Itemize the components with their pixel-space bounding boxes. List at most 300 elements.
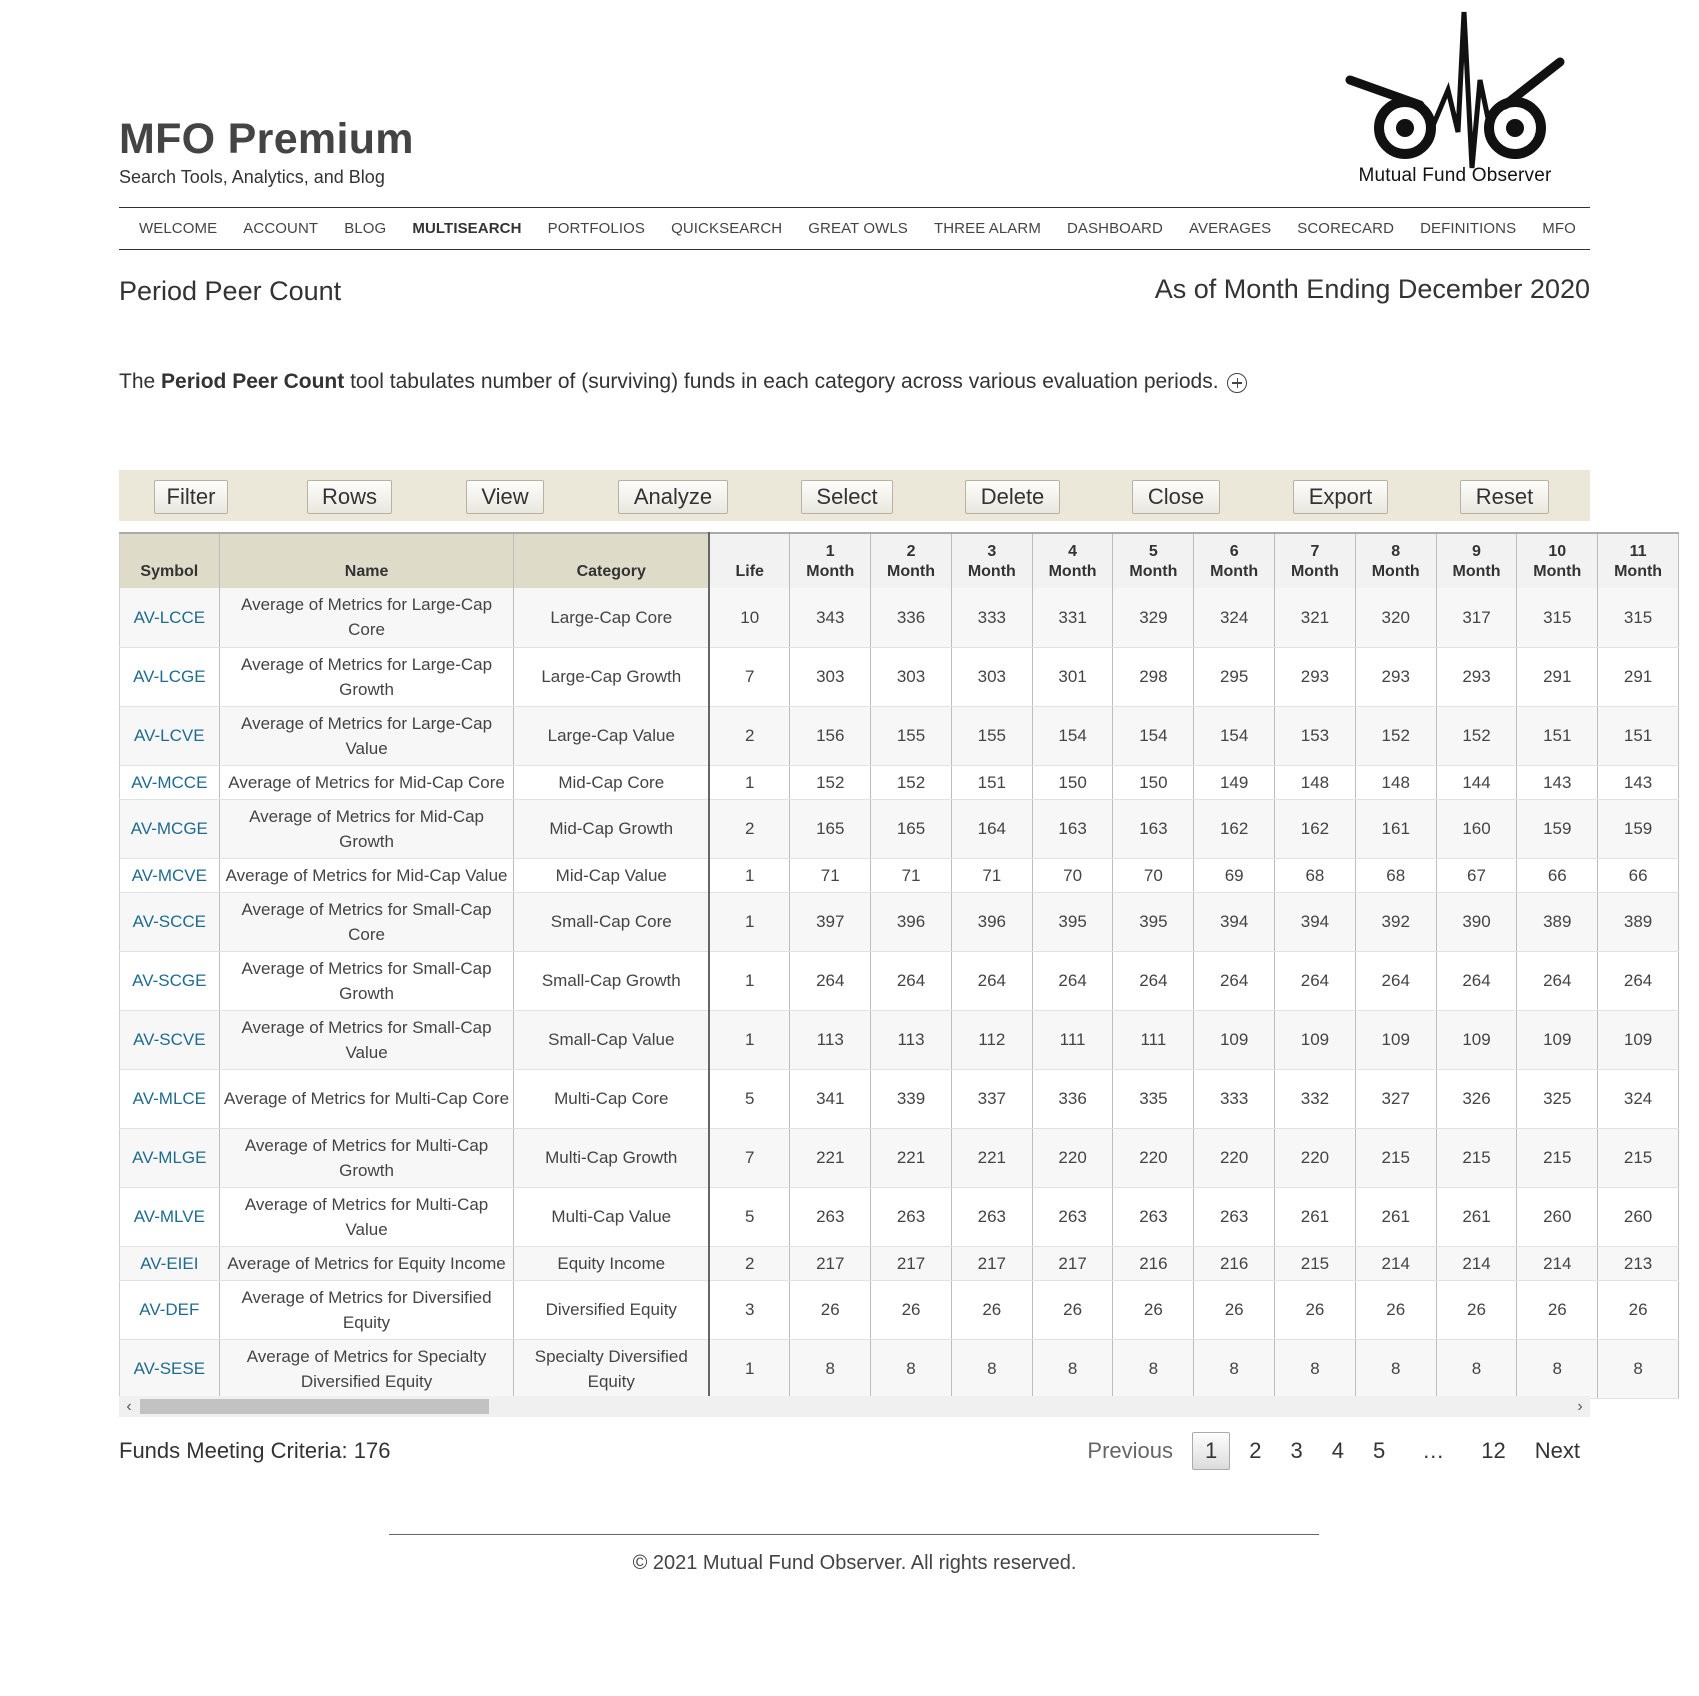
count-cell: 144: [1436, 765, 1517, 799]
column-header-label: Month: [1371, 563, 1420, 580]
count-cell: 148: [1355, 765, 1436, 799]
column-header[interactable]: [1517, 533, 1598, 588]
symbol-link[interactable]: AV-LCGE: [120, 647, 220, 706]
fund-name-cell: Average of Metrics for Multi-Cap Growth: [219, 1128, 514, 1187]
count-cell: 26: [1194, 1280, 1275, 1339]
column-header[interactable]: [1436, 533, 1517, 588]
count-cell: 26: [1275, 1280, 1356, 1339]
pagination-previous[interactable]: Previous: [1087, 1438, 1174, 1463]
fund-name-cell: Average of Metrics for Large-Cap Value: [219, 706, 514, 765]
count-cell: 217: [871, 1246, 952, 1280]
count-cell: 152: [871, 765, 952, 799]
count-cell: 159: [1598, 799, 1679, 858]
count-cell: 3: [709, 1280, 790, 1339]
count-cell: 159: [1517, 799, 1598, 858]
count-cell: 389: [1598, 892, 1679, 951]
nav-averages[interactable]: AVERAGES: [1188, 220, 1272, 237]
category-cell: Small-Cap Growth: [514, 951, 709, 1010]
fund-name-cell: Average of Metrics for Multi-Cap Value: [219, 1187, 514, 1246]
column-header-label: Symbol: [140, 563, 199, 580]
count-cell: 317: [1436, 588, 1517, 647]
column-header[interactable]: [1598, 533, 1679, 588]
count-cell: 5: [709, 1187, 790, 1246]
fund-name-cell: Average of Metrics for Equity Income: [219, 1246, 514, 1280]
pagination-page-3[interactable]: 3: [1290, 1438, 1303, 1463]
count-cell: 1: [709, 765, 790, 799]
intro-prefix: The: [119, 370, 162, 393]
category-cell: Small-Cap Core: [514, 892, 709, 951]
count-cell: 326: [1436, 1069, 1517, 1128]
count-cell: 71: [951, 858, 1032, 892]
count-cell: 1: [709, 1010, 790, 1069]
count-cell: 154: [1113, 706, 1194, 765]
count-cell: 26: [1032, 1280, 1113, 1339]
count-cell: 264: [1436, 951, 1517, 1010]
brand-subtitle: Search Tools, Analytics, and Blog: [119, 167, 385, 187]
column-header-label: 5: [1148, 543, 1158, 560]
symbol-link[interactable]: AV-MCCE: [120, 765, 220, 799]
count-cell: 214: [1436, 1246, 1517, 1280]
table-row[interactable]: [120, 1246, 1679, 1280]
count-cell: 298: [1113, 647, 1194, 706]
count-cell: 8: [1517, 1339, 1598, 1398]
count-cell: 151: [1598, 706, 1679, 765]
scroll-left-arrow-icon[interactable]: ‹: [126, 1398, 132, 1415]
count-cell: 220: [1032, 1128, 1113, 1187]
column-header[interactable]: [120, 533, 220, 588]
count-cell: 215: [1355, 1128, 1436, 1187]
count-cell: 152: [790, 765, 871, 799]
brand-title[interactable]: MFO Premium: [119, 115, 414, 163]
intro-text: [119, 368, 1247, 394]
count-cell: 7: [709, 647, 790, 706]
symbol-link[interactable]: AV-MLVE: [120, 1187, 220, 1246]
count-cell: 150: [1113, 765, 1194, 799]
count-cell: 220: [1113, 1128, 1194, 1187]
count-cell: 263: [790, 1187, 871, 1246]
count-cell: 148: [1275, 765, 1356, 799]
count-cell: 8: [1598, 1339, 1679, 1398]
footer-copyright: © 2021 Mutual Fund Observer. All rights reserved.: [632, 1552, 1077, 1574]
count-cell: 260: [1517, 1187, 1598, 1246]
column-header[interactable]: [1032, 533, 1113, 588]
nav-account[interactable]: ACCOUNT: [243, 220, 319, 237]
count-cell: 395: [1032, 892, 1113, 951]
table-row[interactable]: [120, 1280, 1679, 1339]
count-cell: 215: [1517, 1128, 1598, 1187]
nav-blog[interactable]: BLOG: [344, 220, 387, 237]
column-header-label: Month: [1048, 563, 1097, 580]
table-row[interactable]: [120, 892, 1679, 951]
count-cell: 341: [790, 1069, 871, 1128]
pagination-ellipsis: …: [1422, 1438, 1445, 1463]
count-cell: 333: [951, 588, 1032, 647]
count-cell: 221: [790, 1128, 871, 1187]
count-cell: 1: [709, 1339, 790, 1398]
count-cell: 221: [871, 1128, 952, 1187]
column-header-label: Month: [1614, 563, 1663, 580]
count-cell: 216: [1194, 1246, 1275, 1280]
symbol-link[interactable]: AV-MLCE: [120, 1069, 220, 1128]
count-cell: 264: [1517, 951, 1598, 1010]
count-cell: 264: [951, 951, 1032, 1010]
count-cell: 291: [1598, 647, 1679, 706]
count-cell: 8: [1355, 1339, 1436, 1398]
column-header-label: Month: [887, 563, 936, 580]
count-cell: 10: [709, 588, 790, 647]
column-header-label: 11: [1629, 543, 1647, 560]
intro-tool-name: Period Peer Count: [161, 370, 345, 393]
count-cell: 7: [709, 1128, 790, 1187]
count-cell: 113: [790, 1010, 871, 1069]
count-cell: 303: [951, 647, 1032, 706]
count-cell: 261: [1275, 1187, 1356, 1246]
count-cell: 215: [1436, 1128, 1517, 1187]
category-cell: Small-Cap Value: [514, 1010, 709, 1069]
as-of-date: As of Month Ending December 2020: [1154, 274, 1590, 304]
toolbar: [119, 470, 1590, 521]
count-cell: 320: [1355, 588, 1436, 647]
pagination-page-12[interactable]: 12: [1481, 1438, 1506, 1463]
delete-button[interactable]: Delete: [965, 480, 1060, 514]
column-header-label: 2: [906, 543, 916, 560]
count-cell: 26: [871, 1280, 952, 1339]
count-cell: 336: [871, 588, 952, 647]
count-cell: 165: [871, 799, 952, 858]
intro-suffix: tool tabulates number of (surviving) funds in each category across various evaluation periods.: [344, 370, 1219, 393]
column-header[interactable]: [219, 533, 514, 588]
count-cell: 111: [1113, 1010, 1194, 1069]
count-cell: 109: [1598, 1010, 1679, 1069]
count-cell: 214: [1355, 1246, 1436, 1280]
count-cell: 26: [951, 1280, 1032, 1339]
fund-name-cell: Average of Metrics for Large-Cap Core: [219, 588, 514, 647]
count-cell: 303: [871, 647, 952, 706]
symbol-link[interactable]: AV-MCGE: [120, 799, 220, 858]
rows-button[interactable]: Rows: [307, 480, 392, 514]
count-cell: 333: [1194, 1069, 1275, 1128]
nav-dashboard[interactable]: DASHBOARD: [1067, 220, 1163, 237]
count-cell: 152: [1436, 706, 1517, 765]
category-cell: Specialty Diversified Equity: [514, 1339, 709, 1398]
column-header[interactable]: [1275, 533, 1356, 588]
count-cell: 163: [1113, 799, 1194, 858]
column-header[interactable]: [951, 533, 1032, 588]
logo-text: Mutual Fund Observer: [1358, 165, 1552, 186]
count-cell: 111: [1032, 1010, 1113, 1069]
count-cell: 303: [790, 647, 871, 706]
table-row[interactable]: [120, 1339, 1679, 1398]
count-cell: 8: [1275, 1339, 1356, 1398]
results-table-container: [119, 532, 1663, 1417]
nav-mfo[interactable]: MFO: [1542, 220, 1576, 237]
column-header-label: Month: [967, 563, 1016, 580]
table-row[interactable]: [120, 1010, 1679, 1069]
count-cell: 150: [1032, 765, 1113, 799]
count-cell: 109: [1436, 1010, 1517, 1069]
fund-name-cell: Average of Metrics for Small-Cap Growth: [219, 951, 514, 1010]
symbol-link[interactable]: AV-DEF: [120, 1280, 220, 1339]
count-cell: 264: [1275, 951, 1356, 1010]
count-cell: 26: [1436, 1280, 1517, 1339]
export-button[interactable]: Export: [1293, 480, 1388, 514]
count-cell: 143: [1517, 765, 1598, 799]
fund-name-cell: Average of Metrics for Small-Cap Core: [219, 892, 514, 951]
count-cell: 396: [871, 892, 952, 951]
count-cell: 71: [871, 858, 952, 892]
symbol-link[interactable]: AV-EIEI: [120, 1246, 220, 1280]
scroll-right-arrow-icon[interactable]: ›: [1577, 1398, 1583, 1415]
column-header-label: 10: [1548, 543, 1567, 560]
results-table: [119, 532, 1679, 1399]
fund-name-cell: Average of Metrics for Multi-Cap Core: [219, 1069, 514, 1128]
count-cell: 109: [1275, 1010, 1356, 1069]
pagination-page-2[interactable]: 2: [1249, 1438, 1262, 1463]
count-cell: 26: [790, 1280, 871, 1339]
symbol-link[interactable]: AV-SCGE: [120, 951, 220, 1010]
count-cell: 68: [1355, 858, 1436, 892]
count-cell: 152: [1355, 706, 1436, 765]
count-cell: 343: [790, 588, 871, 647]
count-cell: 321: [1275, 588, 1356, 647]
table-header-row: [120, 533, 1679, 588]
table-row[interactable]: [120, 1187, 1679, 1246]
count-cell: 325: [1517, 1069, 1598, 1128]
count-cell: 263: [871, 1187, 952, 1246]
count-cell: 329: [1113, 588, 1194, 647]
symbol-link[interactable]: AV-SCVE: [120, 1010, 220, 1069]
count-cell: 332: [1275, 1069, 1356, 1128]
count-cell: 221: [951, 1128, 1032, 1187]
count-cell: 109: [1355, 1010, 1436, 1069]
count-cell: 293: [1355, 647, 1436, 706]
column-header[interactable]: [871, 533, 952, 588]
column-header[interactable]: [790, 533, 871, 588]
nav-great-owls[interactable]: GREAT OWLS: [808, 220, 908, 237]
count-cell: 162: [1275, 799, 1356, 858]
count-cell: 295: [1194, 647, 1275, 706]
column-header-label: 9: [1472, 543, 1481, 560]
table-row[interactable]: [120, 588, 1679, 647]
count-cell: 69: [1194, 858, 1275, 892]
filter-button[interactable]: Filter: [154, 480, 228, 514]
column-header[interactable]: [1355, 533, 1436, 588]
count-cell: 149: [1194, 765, 1275, 799]
nav-portfolios[interactable]: PORTFOLIOS: [547, 220, 646, 237]
count-cell: 8: [790, 1339, 871, 1398]
table-row[interactable]: [120, 1069, 1679, 1128]
count-cell: 339: [871, 1069, 952, 1128]
category-cell: Multi-Cap Growth: [514, 1128, 709, 1187]
count-cell: 164: [951, 799, 1032, 858]
column-header-label: 8: [1391, 543, 1401, 560]
pagination-page-4[interactable]: 4: [1331, 1438, 1345, 1463]
count-cell: 336: [1032, 1069, 1113, 1128]
count-cell: 324: [1598, 1069, 1679, 1128]
category-cell: Equity Income: [514, 1246, 709, 1280]
count-cell: 8: [1113, 1339, 1194, 1398]
fund-name-cell: Average of Metrics for Diversified Equity: [219, 1280, 514, 1339]
fund-name-cell: Average of Metrics for Mid-Cap Value: [219, 858, 514, 892]
column-header-label: Month: [806, 563, 855, 580]
count-cell: 293: [1436, 647, 1517, 706]
count-cell: 70: [1032, 858, 1113, 892]
count-cell: 291: [1517, 647, 1598, 706]
owl-icon: [1340, 10, 1570, 170]
count-cell: 315: [1598, 588, 1679, 647]
horizontal-scrollbar[interactable]: [119, 1396, 1590, 1417]
brand: [119, 115, 414, 188]
scrollbar-thumb[interactable]: [140, 1399, 489, 1414]
nav-multisearch[interactable]: MULTISEARCH: [412, 220, 522, 237]
table-row[interactable]: [120, 706, 1679, 765]
column-header-label: Month: [1210, 563, 1259, 580]
pagination-page-5[interactable]: 5: [1373, 1438, 1386, 1463]
fund-name-cell: Average of Metrics for Large-Cap Growth: [219, 647, 514, 706]
count-cell: 155: [871, 706, 952, 765]
count-cell: 1: [709, 892, 790, 951]
count-cell: 151: [1517, 706, 1598, 765]
count-cell: 217: [951, 1246, 1032, 1280]
count-cell: 261: [1355, 1187, 1436, 1246]
count-cell: 26: [1517, 1280, 1598, 1339]
count-cell: 389: [1517, 892, 1598, 951]
pagination: [1068, 1432, 1590, 1470]
count-cell: 335: [1113, 1069, 1194, 1128]
count-cell: 217: [790, 1246, 871, 1280]
table-body: [120, 588, 1679, 1398]
count-cell: 8: [871, 1339, 952, 1398]
count-cell: 8: [1032, 1339, 1113, 1398]
symbol-link[interactable]: AV-MCVE: [120, 858, 220, 892]
nav-quicksearch[interactable]: QUICKSEARCH: [671, 220, 783, 237]
count-cell: 264: [1194, 951, 1275, 1010]
count-cell: 264: [790, 951, 871, 1010]
category-cell: Multi-Cap Core: [514, 1069, 709, 1128]
count-cell: 392: [1355, 892, 1436, 951]
count-cell: 112: [951, 1010, 1032, 1069]
count-cell: 263: [1113, 1187, 1194, 1246]
symbol-link[interactable]: AV-LCVE: [120, 706, 220, 765]
nav-scorecard[interactable]: SCORECARD: [1297, 220, 1395, 237]
nav-definitions[interactable]: DEFINITIONS: [1420, 220, 1517, 237]
reset-button[interactable]: Reset: [1460, 480, 1549, 514]
main-nav: [119, 207, 1590, 250]
count-cell: 264: [1032, 951, 1113, 1010]
column-header[interactable]: [1113, 533, 1194, 588]
column-header-label: 7: [1310, 543, 1320, 560]
count-cell: 161: [1355, 799, 1436, 858]
table-row[interactable]: [120, 951, 1679, 1010]
fund-name-cell: Average of Metrics for Small-Cap Value: [219, 1010, 514, 1069]
select-button[interactable]: Select: [801, 480, 893, 514]
count-cell: 26: [1598, 1280, 1679, 1339]
column-header[interactable]: [1194, 533, 1275, 588]
count-cell: 214: [1517, 1246, 1598, 1280]
symbol-link[interactable]: AV-MLGE: [120, 1128, 220, 1187]
category-cell: Multi-Cap Value: [514, 1187, 709, 1246]
count-cell: 67: [1436, 858, 1517, 892]
count-cell: 293: [1275, 647, 1356, 706]
column-header-label: Category: [576, 563, 646, 580]
column-header-label: 4: [1068, 543, 1078, 560]
symbol-link[interactable]: AV-LCCE: [120, 588, 220, 647]
count-cell: 8: [1436, 1339, 1517, 1398]
count-cell: 394: [1194, 892, 1275, 951]
count-cell: 26: [1113, 1280, 1194, 1339]
count-cell: 217: [1032, 1246, 1113, 1280]
symbol-link[interactable]: AV-SCCE: [120, 892, 220, 951]
count-cell: 8: [951, 1339, 1032, 1398]
pagination-page-1[interactable]: 1: [1192, 1432, 1230, 1470]
expand-plus-icon[interactable]: [1227, 373, 1247, 393]
mfo-owl-logo[interactable]: [1340, 10, 1570, 190]
fund-name-cell: Average of Metrics for Specialty Diversified Equity: [219, 1339, 514, 1398]
count-cell: 109: [1194, 1010, 1275, 1069]
table-row[interactable]: [120, 647, 1679, 706]
count-cell: 68: [1275, 858, 1356, 892]
column-header-label: 6: [1229, 543, 1239, 560]
column-header-label: Name: [344, 563, 389, 580]
count-cell: 70: [1113, 858, 1194, 892]
count-cell: 315: [1517, 588, 1598, 647]
count-cell: 163: [1032, 799, 1113, 858]
symbol-link[interactable]: AV-SESE: [120, 1339, 220, 1398]
count-cell: 109: [1517, 1010, 1598, 1069]
footer-divider: [389, 1534, 1319, 1535]
nav-welcome[interactable]: WELCOME: [139, 220, 218, 237]
column-header[interactable]: [709, 533, 790, 588]
column-header-label: Month: [1290, 563, 1339, 580]
count-cell: 2: [709, 799, 790, 858]
table-row[interactable]: [120, 858, 1679, 892]
column-header-label: Life: [735, 563, 764, 580]
count-cell: 216: [1113, 1246, 1194, 1280]
count-cell: 66: [1517, 858, 1598, 892]
funds-meeting-criteria: Funds Meeting Criteria: 176: [119, 1438, 391, 1463]
table-row[interactable]: [120, 799, 1679, 858]
view-button[interactable]: View: [466, 480, 544, 514]
category-cell: Mid-Cap Core: [514, 765, 709, 799]
table-row[interactable]: [120, 1128, 1679, 1187]
analyze-button[interactable]: Analyze: [618, 480, 728, 514]
count-cell: 264: [871, 951, 952, 1010]
count-cell: 1: [709, 858, 790, 892]
count-cell: 154: [1032, 706, 1113, 765]
category-cell: Large-Cap Core: [514, 588, 709, 647]
count-cell: 165: [790, 799, 871, 858]
table-row[interactable]: [120, 765, 1679, 799]
count-cell: 215: [1598, 1128, 1679, 1187]
count-cell: 215: [1275, 1246, 1356, 1280]
count-cell: 26: [1355, 1280, 1436, 1339]
count-cell: 327: [1355, 1069, 1436, 1128]
count-cell: 1: [709, 951, 790, 1010]
count-cell: 113: [871, 1010, 952, 1069]
count-cell: 263: [1194, 1187, 1275, 1246]
column-header[interactable]: [514, 533, 709, 588]
pagination-next[interactable]: Next: [1534, 1438, 1580, 1463]
count-cell: 220: [1275, 1128, 1356, 1187]
fund-name-cell: Average of Metrics for Mid-Cap Growth: [219, 799, 514, 858]
page-title: Period Peer Count: [119, 276, 342, 306]
count-cell: 324: [1194, 588, 1275, 647]
column-header-label: 1: [825, 543, 835, 560]
close-button[interactable]: Close: [1132, 480, 1220, 514]
fund-name-cell: Average of Metrics for Mid-Cap Core: [219, 765, 514, 799]
nav-three-alarm[interactable]: THREE ALARM: [933, 220, 1041, 237]
count-cell: 5: [709, 1069, 790, 1128]
